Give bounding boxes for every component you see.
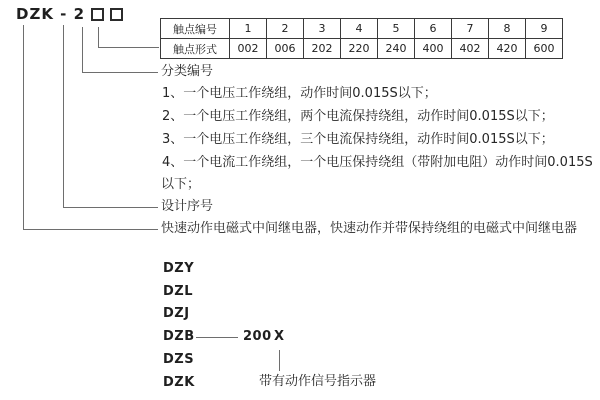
contact-form-cell: 400 [415,39,452,59]
contact-form-row [161,39,563,59]
contact-form-cell: 220 [341,39,378,59]
contact-number-cell: 5 [378,19,415,39]
model-code [16,5,123,23]
contact-form-cell: 006 [267,39,304,59]
category-item-4: 4、一个电流工作绕组，一个电压保持绕组（带附加电阻）动作时间0.015S [162,155,593,170]
dzb-example-x: X [274,329,285,344]
model-code-box-1 [91,8,104,21]
category-label: 分类编号 [161,64,214,79]
series-code-dzy: DZY [163,261,195,276]
contact-number-row [161,19,563,39]
dzb-example-dash-line [196,337,238,338]
contact-number-cell: 6 [415,19,452,39]
series-code-dzk: DZK [163,375,195,390]
contact-number-cell: 8 [489,19,526,39]
contact-number-cell: 1 [230,19,267,39]
contact-number-cell: 3 [304,19,341,39]
connector-horizontal-contact-form [98,47,159,48]
model-code-text: DZK - 2 [16,5,86,23]
series-code-dzb: DZB [163,329,195,344]
series-code-dzs: DZS [163,352,195,367]
relay-type-description: 快速动作电磁式中间继电器，快速动作并带保持绕组的电磁式中间继电器 [161,221,578,236]
connector-vertical-design-serial [63,25,64,208]
contact-form-cell: 420 [489,39,526,59]
contact-number-cell: 4 [341,19,378,39]
design-serial-label: 设计序号 [161,199,214,214]
connector-vertical-relay-type [23,25,24,230]
connector-vertical-category [82,27,83,73]
contact-number-cell: 7 [452,19,489,39]
contact-form-cell: 402 [452,39,489,59]
category-item-4-continuation: 以下； [161,177,201,192]
contact-form-cell: 600 [526,39,563,59]
contact-form-header: 触点形式 [161,39,230,59]
connector-horizontal-category [82,72,158,73]
connector-vertical-contact-form [98,27,99,48]
indicator-connector-line [279,350,280,371]
connector-horizontal-relay-type [23,229,158,230]
contact-form-cell: 240 [378,39,415,59]
contact-number-cell: 2 [267,19,304,39]
dzb-example-number: 200 [243,329,272,344]
series-code-dzl: DZL [163,284,194,299]
contact-number-header: 触点编号 [161,19,230,39]
contact-form-cell: 002 [230,39,267,59]
category-item-1: 1、一个电压工作绕组，动作时间0.015S以下； [162,86,437,101]
category-item-3: 3、一个电压工作绕组，三个电流保持绕组，动作时间0.015S以下； [162,132,554,147]
indicator-label: 带有动作信号指示器 [259,374,377,389]
contact-form-cell: 202 [304,39,341,59]
model-code-box-2 [110,8,123,21]
contact-number-cell: 9 [526,19,563,39]
series-code-dzj: DZJ [163,306,190,321]
connector-horizontal-design-serial [63,207,158,208]
contact-table [160,18,563,59]
category-item-2: 2、一个电压工作绕组，两个电流保持绕组，动作时间0.015S以下； [162,109,554,124]
